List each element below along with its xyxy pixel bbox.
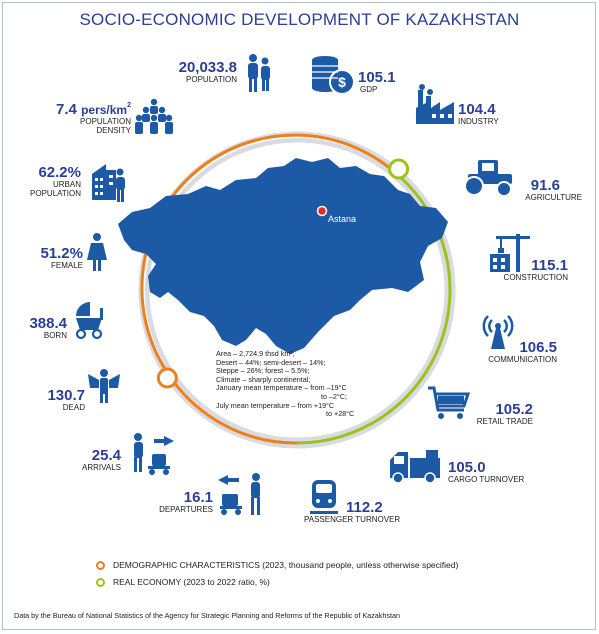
fact-line: to –2°C;: [321, 391, 348, 401]
cargo-truck-icon: [388, 448, 444, 484]
born-label: BORN: [43, 331, 67, 340]
density-label-2: DENSITY: [96, 126, 131, 135]
density-unit-sup: 2: [127, 102, 131, 109]
stat-agriculture: [525, 178, 582, 202]
train-icon: [308, 478, 340, 516]
page-title: SOCIO-ECONOMIC DEVELOPMENT OF KAZAKHSTAN: [79, 10, 520, 29]
legend-demographic: [96, 560, 458, 570]
dead-value: 130.7: [47, 387, 85, 404]
departures-value: 16.1: [183, 489, 213, 506]
gdp-value: 105.1: [358, 69, 396, 86]
fact-line: January mean temperature – from –19°C: [216, 383, 347, 393]
passenger-value: 112.2: [346, 499, 383, 516]
communication-value: 106.5: [519, 339, 557, 356]
agriculture-value: 91.6: [530, 177, 560, 194]
retail-value: 105.2: [495, 401, 533, 418]
legend-economy: [96, 577, 270, 587]
cargo-label: CARGO TURNOVER: [448, 475, 525, 484]
legend-green-circle-icon: [96, 578, 105, 587]
departures-label: DEPARTURES: [159, 505, 213, 514]
stat-population: [179, 60, 237, 84]
population-density-icon: [134, 98, 174, 136]
stat-retail: [477, 402, 533, 426]
stat-gdp: [358, 70, 396, 94]
construction-label: CONSTRUCTION: [503, 273, 568, 282]
geography-facts: [216, 350, 354, 419]
stat-dead: [47, 388, 85, 412]
density-unit: pers/km: [81, 103, 128, 117]
population-icon: [244, 52, 274, 94]
stat-born: [29, 316, 67, 340]
stat-communication: [488, 340, 557, 364]
fact-line: July mean temperature – from +19°C: [216, 400, 335, 410]
communication-label: COMMUNICATION: [488, 355, 557, 364]
density-label-1: POPULATION: [80, 117, 131, 126]
stat-departures: [159, 490, 213, 514]
dead-angel-icon: [86, 368, 122, 404]
astana-marker: [318, 207, 327, 216]
retail-cart-icon: [426, 384, 470, 422]
density-number: 7.4: [56, 101, 77, 118]
born-value: 388.4: [29, 315, 67, 332]
gdp-coins-icon: [310, 54, 356, 96]
svg-text:$: $: [338, 74, 346, 90]
fact-line: Desert – 44%; semi-desert – 14%;: [216, 357, 326, 367]
arrivals-icon: [124, 432, 182, 476]
population-label: POPULATION: [186, 75, 237, 84]
dead-label: DEAD: [62, 403, 85, 412]
passenger-label: PASSENGER TURNOVER: [304, 515, 401, 524]
urban-label-1: URBAN: [52, 180, 81, 189]
legend-demographic-text: DEMOGRAPHIC CHARACTERISTICS (2023, thousand people, unless otherwise specified): [113, 560, 459, 570]
stat-passenger: [304, 499, 401, 524]
economy-marker: [390, 160, 408, 178]
stat-industry: [458, 102, 499, 126]
fact-line: Climate – sharply continental;: [216, 374, 311, 384]
retail-label: RETAIL TRADE: [476, 417, 533, 426]
stat-arrivals: [82, 448, 121, 472]
construction-value: 115.1: [531, 257, 568, 274]
stat-density: [56, 102, 131, 135]
demographic-marker: [158, 369, 176, 387]
arrivals-label: ARRIVALS: [82, 463, 121, 472]
kazakhstan-map: [118, 158, 448, 354]
urban-label-2: POPULATION: [30, 189, 81, 198]
female-value: 51.2%: [40, 245, 83, 262]
female-label: FEMALE: [50, 261, 83, 270]
agriculture-label: AGRICULTURE: [525, 193, 582, 202]
fact-line: Steppe – 26%; forest – 5.5%;: [216, 366, 310, 376]
source-note: Data by the Bureau of National Statistics of the Agency for Strategic Planning and Reforms of the Republic of Kazakhstan: [14, 611, 400, 620]
departures-icon: [216, 472, 272, 518]
industry-label: INDUSTRY: [458, 117, 499, 126]
stat-construction: [504, 258, 568, 282]
stat-urban: [30, 165, 81, 198]
baby-stroller-icon: [68, 300, 108, 340]
industry-value: 104.4: [458, 101, 496, 118]
density-value: [56, 102, 131, 117]
stat-female: [40, 246, 83, 270]
fact-line: to +28°C: [326, 409, 355, 419]
legend-orange-circle-icon: [96, 561, 105, 570]
industry-factory-icon: [414, 84, 456, 128]
urban-value: 62.2%: [38, 164, 81, 181]
fact-line: Area – 2,724.9 thsd km²;: [216, 349, 295, 358]
population-value: 20,033.8: [178, 59, 237, 76]
capital-label: Astana: [328, 214, 357, 224]
tractor-icon: [460, 158, 518, 198]
stat-cargo: [448, 460, 524, 484]
cargo-value: 105.0: [448, 459, 486, 476]
urban-population-icon: [88, 160, 128, 204]
legend-economy-text: REAL ECONOMY (2023 to 2022 ratio, %): [113, 577, 270, 587]
gdp-label: GDP: [360, 85, 378, 94]
female-icon: [86, 232, 108, 272]
arrivals-value: 25.4: [91, 447, 121, 464]
